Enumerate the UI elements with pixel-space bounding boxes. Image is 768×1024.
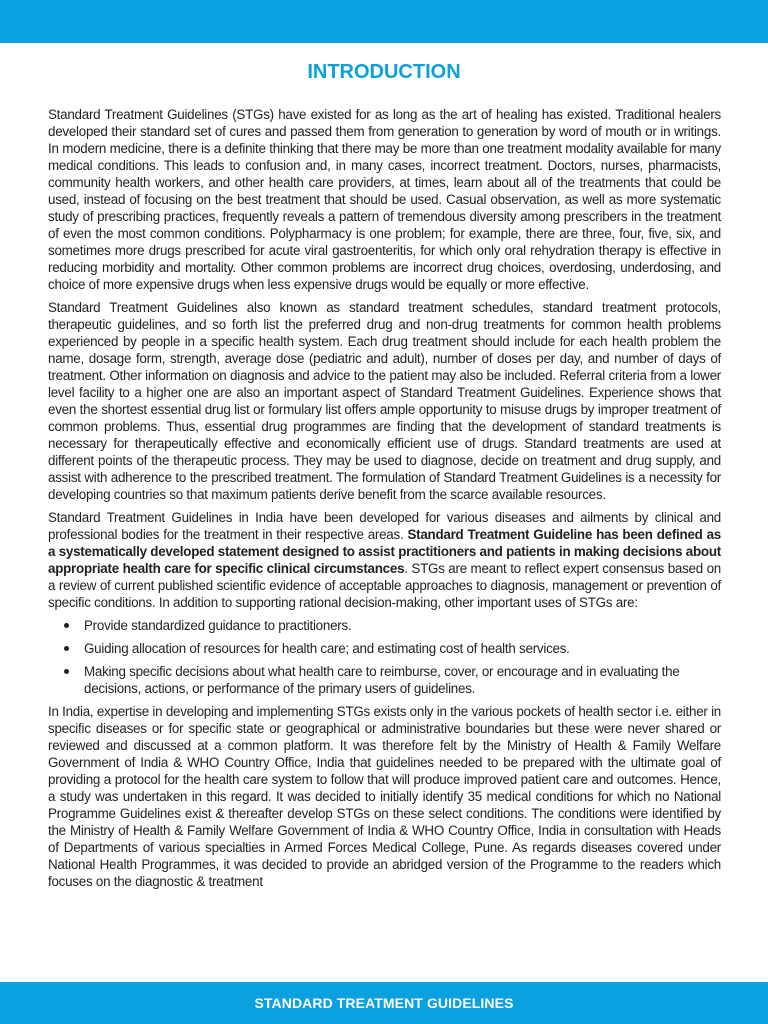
paragraph-3-intro: Standard Treatment Guidelines in India have been developed for various diseases and ailments by clinical and professional bodies for the treatment in their respective areas.	[48, 510, 721, 542]
page-title: INTRODUCTION	[307, 61, 461, 83]
body-text	[48, 106, 721, 896]
bullet-icon	[64, 623, 69, 628]
paragraph-3	[48, 509, 721, 611]
paragraph-4: In India, expertise in developing and implementing STGs exists only in the various pockets of health sector i.e. either in specific diseases or for specific state or geographical or administrative boundaries but these were never shared or reviewed and discussed at a common platform. It was therefore felt by the Ministry of Health & Family Welfare Government of India & WHO Country Office, India that guidelines needed to be prepared with the ultimate goal of providing a protocol for the health care system to follow that will produce improved patient care and outcomes. Hence, a study was undertaken in this regard. It was decided to initially identify 35 medical conditions for which no National Programme Guidelines exist & thereafter develop STGs on these select conditions. The conditions were identified by the Ministry of Health & Family Welfare Government of India & WHO Country Office, India in consultation with Heads of Departments of various specialties in Armed Forces Medical College, Pune. As regards diseases covered under National Health Programmes, it was decided to provide an abridged version of the Programme to the readers which focuses on the diagnostic & treatment	[48, 704, 721, 889]
list-item: Provide standardized guidance to practitioners.	[48, 617, 721, 634]
paragraph-2: Standard Treatment Guidelines also known as standard treatment schedules, standard treatment protocols, therapeutic guidelines, and so forth list the preferred drug and non-drug treatments for common health problems experienced by people in a specific health system. Each drug treatment should include for each health problem the name, dosage form, strength, average dose (pediatric and adult), number of doses per day, and number of days of treatment. Other information on diagnosis and advice to the patient may also be included. Referral criteria from a lower level facility to a higher one are also an important aspect of Standard Treatment Guidelines. Experience shows that even the shortest essential drug list or formulary list offers ample opportunity to misuse drugs by improper treatment of common problems. Thus, essential drug programmes are finding that the development of standard treatments is necessary for therapeutically effective and economically efficient use of drugs. Standard treatments are used at different points of the therapeutic process. They may be used to diagnose, decide on treatment and drug supply, and assist with adherence to the prescribed treatment. The formulation of Standard Treatment Guidelines is a necessity for developing countries so that maximum patients derive benefit from the scarce available resources.	[48, 300, 721, 502]
paragraph-1: Standard Treatment Guidelines (STGs) have existed for as long as the art of healing has existed. Traditional healers developed their standard set of cures and passed them from generation to generation by word of mouth or in writings. In modern medicine, there is a definite thinking that there may be more than one treatment modality available for many medical conditions. This leads to confusion and, in many cases, incorrect treatment. Doctors, nurses, pharmacists, community health workers, and other health care providers, at times, learn about all of the treatments that could be used, instead of focusing on the best treatment that should be used. Casual observation, as well as more systematic study of prescribing practices, frequently reveals a pattern of tremendous diversity among prescribers in the treatment of even the most common conditions. Polypharmacy is one problem; for example, there are three, four, five, six, and sometimes more drugs prescribed for acute viral gastroenteritis, for which only oral rehydration therapy is effective in reducing morbidity and mortality. Other common problems are incorrect drug choices, overdosing, underdosing, and choice of more expensive drugs when less expensive drugs would be equally or more effective.	[48, 107, 721, 292]
bullet-icon	[64, 646, 69, 651]
footer-band	[0, 982, 768, 1024]
list-item: Guiding allocation of resources for health care; and estimating cost of health services.	[48, 640, 721, 657]
paragraph-3-rest: . STGs are meant to reflect expert consensus based on a review of current published scientific evidence of acceptable approaches to diagnosis, management or prevention of specific conditions. In addition to supporting rational decision-making, other important uses of STGs are:	[48, 561, 721, 610]
bullet-icon	[64, 669, 69, 674]
list-item: Making specific decisions about what health care to reimburse, cover, or encourage and in evaluating the decisions, actions, or performance of the primary users of guidelines.	[48, 663, 721, 697]
footer-title: STANDARD TREATMENT GUIDELINES	[254, 995, 514, 1011]
header-band	[0, 0, 768, 43]
stg-definition: Standard Treatment Guideline has been defined as a systematically developed statement designed to assist practitioners and patients in making decisions about appropriate health care for specific clinical circumstances	[48, 527, 722, 576]
uses-list	[48, 617, 721, 697]
